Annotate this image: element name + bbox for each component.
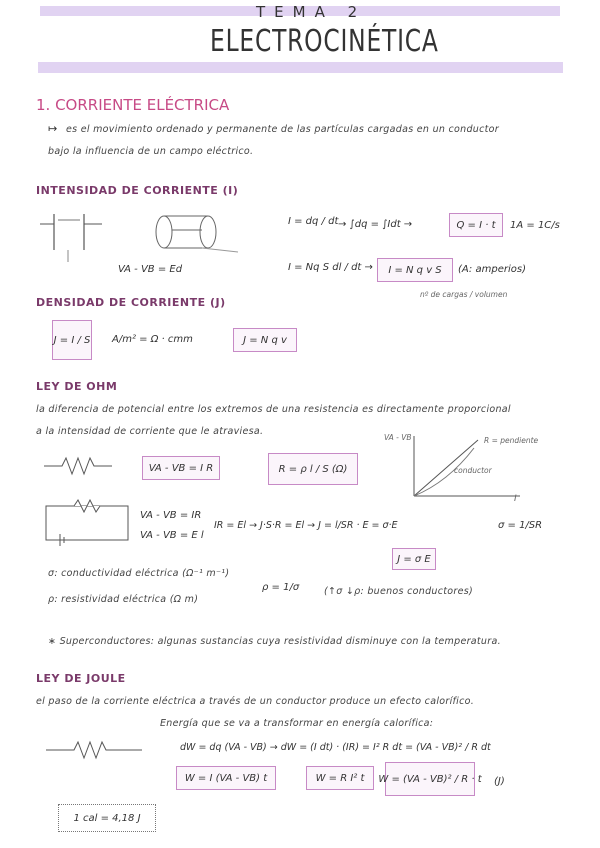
intensidad-title: INTENSIDAD DE CORRIENTE (I)	[36, 184, 239, 197]
joule-unit: (J)	[494, 776, 505, 787]
ohm-box: VA - VB = I R	[142, 456, 220, 480]
conductor-note: (↑σ ↓ρ: buenos conductores)	[324, 586, 473, 597]
ohm-title: LEY DE OHM	[36, 380, 118, 393]
rho-sigma-relation: ρ = 1/σ	[262, 582, 300, 593]
densidad-title: DENSIDAD DE CORRIENTE (J)	[36, 296, 226, 309]
j-sigma-box: J = σ E	[392, 548, 436, 570]
circuit-diagram	[44, 500, 134, 545]
joule-text-2: Energía que se va a transformar en energía calorífica:	[160, 718, 434, 729]
va-vb-eq: VA - VB = Ed	[118, 264, 183, 275]
tema-label: TEMA 2	[256, 3, 367, 21]
work-box-2: W = R I² t	[306, 766, 374, 790]
graph-conductor-label: conductor	[454, 466, 492, 475]
i-def-eq: I = dq / dt	[288, 216, 339, 227]
circuit-eq-1: VA - VB = IR	[140, 510, 202, 521]
joule-title: LEY DE JOULE	[36, 672, 126, 685]
joule-resistor	[46, 736, 146, 766]
work-box-3: W = (VA - VB)² / R · t	[385, 762, 475, 796]
density-unit: A/m² = Ω · cmm	[112, 334, 193, 345]
work-box-1: W = I (VA - VB) t	[176, 766, 276, 790]
density-velocity-box: J = N q v	[233, 328, 297, 352]
graph-x-label: I	[514, 494, 517, 504]
ohm-text-1: la diferencia de potencial entre los extremos de una resistencia es directamente proporcional	[36, 404, 511, 415]
amperios-label: (A: amperios)	[458, 264, 526, 275]
chain-eq: IR = El → J·S·R = El → J = l/SR · E = σ·E	[214, 520, 398, 531]
ampere-unit: 1A = 1C/s	[510, 220, 560, 231]
arrow-icon: ↦	[48, 122, 58, 135]
definition-line-1: es el movimiento ordenado y permanente de las partículas cargadas en un conductor	[66, 124, 499, 135]
definition-line-2: bajo la influencia de un campo eléctrico.	[48, 146, 254, 157]
header-highlight-bottom	[38, 62, 563, 73]
graph-y-label: VA - VB	[384, 433, 412, 442]
page-title: ELECTROCINÉTICA	[210, 24, 439, 59]
circuit-eq-2: VA - VB = E l	[140, 530, 204, 541]
i-nq-eq: I = Nq S dl / dt →	[288, 262, 373, 273]
current-box: I = N q v S	[377, 258, 453, 282]
calorie-box: 1 cal = 4,18 J	[58, 804, 156, 832]
resistor-diagram	[44, 452, 114, 482]
charge-box: Q = I · t	[449, 213, 503, 237]
superconductor-note: ∗ Superconductores: algunas sustancias cuya resistividad disminuye con la temperatura.	[48, 636, 501, 647]
i-integral-eq: → ∫dq = ∫Idt →	[338, 219, 413, 230]
joule-eq: dW = dq (VA - VB) → dW = (I dt) · (IR) = I² R dt = (VA - VB)² / R dt	[180, 742, 491, 753]
section-title: 1. CORRIENTE ELÉCTRICA	[36, 96, 230, 114]
density-box: J = I / S	[52, 320, 92, 360]
wire-diagram	[128, 212, 258, 257]
rho-definition: ρ: resistividad eléctrica (Ω m)	[48, 594, 199, 605]
graph-slope-label: R = pendiente	[484, 436, 539, 445]
plates-diagram	[40, 210, 110, 265]
charges-note: nº de cargas / volumen	[420, 290, 508, 299]
sigma-definition: σ: conductividad eléctrica (Ω⁻¹ m⁻¹)	[48, 568, 230, 579]
joule-text-1: el paso de la corriente eléctrica a través de un conductor produce un efecto calorífico.	[36, 696, 475, 707]
sigma-eq: σ = 1/SR	[498, 520, 543, 531]
ohm-text-2: a la intensidad de corriente que le atraviesa.	[36, 426, 264, 437]
resistance-box: R = ρ l / S (Ω)	[268, 453, 358, 485]
